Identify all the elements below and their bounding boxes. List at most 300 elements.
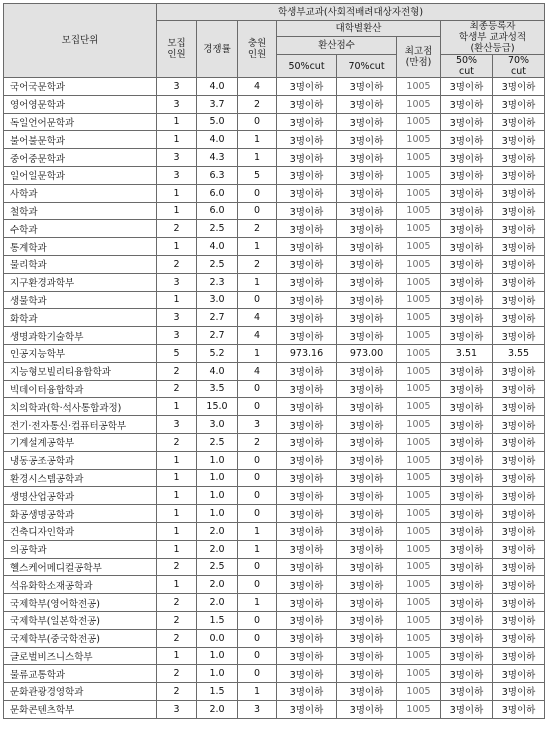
final-cut70-cell: 3명이하 [493, 273, 545, 291]
table-row [4, 576, 545, 594]
quota-cell: 2 [157, 362, 197, 380]
cut70-cell: 3명이하 [337, 647, 397, 665]
cut70-cell: 3명이하 [337, 291, 397, 309]
ratio-cell: 2.7 [197, 309, 238, 327]
table-row [4, 469, 545, 487]
unit-name-cell: 글로벌비즈니스학부 [4, 647, 157, 665]
final-cut50-cell: 3명이하 [441, 398, 493, 416]
quota-cell: 2 [157, 433, 197, 451]
cut70-cell: 3명이하 [337, 78, 397, 96]
final-cut70-cell: 3명이하 [493, 611, 545, 629]
max-score-cell: 1005 [397, 380, 441, 398]
quota-cell: 5 [157, 344, 197, 362]
cut70-cell: 3명이하 [337, 362, 397, 380]
quota-cell: 3 [157, 700, 197, 718]
cut50-cell: 3명이하 [277, 131, 337, 149]
added-cell: 0 [238, 576, 277, 594]
cut50-cell: 3명이하 [277, 184, 337, 202]
unit-name-cell: 지능형모빌리티융합학과 [4, 362, 157, 380]
cut70-cell: 3명이하 [337, 416, 397, 434]
quota-cell: 3 [157, 166, 197, 184]
final-cut70-cell: 3명이하 [493, 362, 545, 380]
table-row [4, 255, 545, 273]
added-cell: 1 [238, 344, 277, 362]
ratio-cell: 1.0 [197, 665, 238, 683]
admission-type-header: 학생부교과(사회적배려대상자전형) [157, 4, 545, 21]
ratio-cell: 2.0 [197, 576, 238, 594]
cut70-cell: 3명이하 [337, 131, 397, 149]
cut50-cell: 3명이하 [277, 149, 337, 167]
ratio-cell: 1.0 [197, 505, 238, 523]
added-cell: 0 [238, 647, 277, 665]
cut70-cell: 3명이하 [337, 594, 397, 612]
unit-name-cell: 물리학과 [4, 255, 157, 273]
added-cell: 2 [238, 433, 277, 451]
quota-cell: 1 [157, 238, 197, 256]
added-cell: 4 [238, 78, 277, 96]
quota-cell: 3 [157, 416, 197, 434]
cut50-cell: 3명이하 [277, 665, 337, 683]
final-cut70-cell: 3명이하 [493, 131, 545, 149]
final-cut50-label: 50% cut [455, 55, 478, 77]
table-row [4, 611, 545, 629]
table-row [4, 273, 545, 291]
final-cut70-cell: 3명이하 [493, 700, 545, 718]
added-cell: 3 [238, 700, 277, 718]
cut70-cell: 3명이하 [337, 433, 397, 451]
cut50-cell: 3명이하 [277, 522, 337, 540]
added-cell: 1 [238, 131, 277, 149]
ratio-cell: 1.0 [197, 647, 238, 665]
cut70-header: 70%cut [337, 55, 397, 78]
max-score-cell: 1005 [397, 611, 441, 629]
unit-name-cell: 독일언어문학과 [4, 113, 157, 131]
cut50-cell: 3명이하 [277, 398, 337, 416]
max-score-cell: 1005 [397, 629, 441, 647]
max-score-cell: 1005 [397, 113, 441, 131]
max-score-cell: 1005 [397, 255, 441, 273]
final-cut70-cell: 3명이하 [493, 522, 545, 540]
unit-name-cell: 중어중문학과 [4, 149, 157, 167]
cut50-cell: 3명이하 [277, 576, 337, 594]
max-score-cell: 1005 [397, 362, 441, 380]
unit-name-cell: 물류교통학과 [4, 665, 157, 683]
cut50-cell: 3명이하 [277, 220, 337, 238]
added-cell: 4 [238, 309, 277, 327]
unit-name-cell: 지구환경과학부 [4, 273, 157, 291]
ratio-cell: 3.0 [197, 291, 238, 309]
unit-name-cell: 통계학과 [4, 238, 157, 256]
final-cut50-cell: 3명이하 [441, 78, 493, 96]
ratio-cell: 2.3 [197, 273, 238, 291]
added-cell: 2 [238, 220, 277, 238]
cut70-cell: 3명이하 [337, 95, 397, 113]
cut70-cell: 3명이하 [337, 469, 397, 487]
table-row [4, 131, 545, 149]
quota-cell: 2 [157, 629, 197, 647]
cut50-cell: 3명이하 [277, 362, 337, 380]
unit-name-cell: 영어영문학과 [4, 95, 157, 113]
table-row [4, 202, 545, 220]
max-score-cell: 1005 [397, 647, 441, 665]
cut70-cell: 3명이하 [337, 505, 397, 523]
cut50-cell: 3명이하 [277, 113, 337, 131]
final-cut50-cell: 3명이하 [441, 416, 493, 434]
final-cut70-cell: 3명이하 [493, 95, 545, 113]
added-cell: 1 [238, 522, 277, 540]
final-cut50-cell: 3명이하 [441, 469, 493, 487]
final-cut70-cell: 3명이하 [493, 380, 545, 398]
max-score-label: 최고점 (만점) [404, 46, 433, 68]
added-cell: 0 [238, 629, 277, 647]
max-score-cell: 1005 [397, 505, 441, 523]
cut70-cell: 3명이하 [337, 451, 397, 469]
table-row [4, 398, 545, 416]
quota-cell: 1 [157, 451, 197, 469]
table-row [4, 238, 545, 256]
cut70-cell: 3명이하 [337, 398, 397, 416]
converted-score-header: 환산점수 [277, 37, 397, 55]
cut50-cell: 3명이하 [277, 202, 337, 220]
final-cut50-cell: 3명이하 [441, 558, 493, 576]
cut70-cell: 3명이하 [337, 327, 397, 345]
max-score-cell: 1005 [397, 166, 441, 184]
quota-cell: 3 [157, 309, 197, 327]
max-score-cell: 1005 [397, 594, 441, 612]
cut70-cell: 3명이하 [337, 220, 397, 238]
table-row [4, 184, 545, 202]
unit-name-cell: 불어불문학과 [4, 131, 157, 149]
final-cut50-cell: 3명이하 [441, 380, 493, 398]
max-score-cell: 1005 [397, 540, 441, 558]
cut50-cell: 3명이하 [277, 327, 337, 345]
final-cut50-cell: 3명이하 [441, 576, 493, 594]
max-score-cell: 1005 [397, 576, 441, 594]
table-row [4, 629, 545, 647]
table-row [4, 433, 545, 451]
unit-name-cell: 생물학과 [4, 291, 157, 309]
unit-name-cell: 사학과 [4, 184, 157, 202]
cut50-cell: 3명이하 [277, 95, 337, 113]
max-score-cell: 1005 [397, 149, 441, 167]
quota-cell: 1 [157, 487, 197, 505]
cut70-cell: 3명이하 [337, 113, 397, 131]
final-cut50-cell: 3명이하 [441, 309, 493, 327]
cut70-cell: 3명이하 [337, 629, 397, 647]
added-cell: 0 [238, 398, 277, 416]
table-row [4, 522, 545, 540]
final-cut50-cell: 3명이하 [441, 291, 493, 309]
ratio-cell: 4.0 [197, 362, 238, 380]
final-cut70-cell: 3명이하 [493, 291, 545, 309]
table-row [4, 505, 545, 523]
ratio-cell: 4.0 [197, 238, 238, 256]
added-cell: 4 [238, 327, 277, 345]
added-cell: 1 [238, 683, 277, 701]
final-registrant-header [441, 21, 545, 55]
final-cut50-cell: 3명이하 [441, 113, 493, 131]
ratio-cell: 4.0 [197, 131, 238, 149]
added-cell: 1 [238, 540, 277, 558]
added-cell: 2 [238, 255, 277, 273]
table-row [4, 149, 545, 167]
unit-name-cell: 국어국문학과 [4, 78, 157, 96]
quota-cell: 2 [157, 380, 197, 398]
quota-cell: 1 [157, 647, 197, 665]
cut70-cell: 973.00 [337, 344, 397, 362]
ratio-cell: 2.7 [197, 327, 238, 345]
added-cell: 0 [238, 380, 277, 398]
added-cell: 0 [238, 202, 277, 220]
final-cut50-cell: 3명이하 [441, 149, 493, 167]
final-cut50-cell: 3명이하 [441, 647, 493, 665]
final-cut50-cell: 3명이하 [441, 433, 493, 451]
unit-name-cell: 국제학부(영어학전공) [4, 594, 157, 612]
final-cut50-cell: 3명이하 [441, 451, 493, 469]
added-header-label: 충원 인원 [247, 38, 267, 60]
cut70-cell: 3명이하 [337, 611, 397, 629]
added-cell: 0 [238, 611, 277, 629]
max-score-cell: 1005 [397, 95, 441, 113]
unit-name-cell: 인공지능학부 [4, 344, 157, 362]
added-cell: 1 [238, 273, 277, 291]
table-row [4, 594, 545, 612]
final-cut50-cell: 3명이하 [441, 362, 493, 380]
added-cell: 2 [238, 95, 277, 113]
unit-name-cell: 문화콘텐츠학부 [4, 700, 157, 718]
max-score-cell: 1005 [397, 309, 441, 327]
ratio-cell: 1.0 [197, 469, 238, 487]
table-row [4, 166, 545, 184]
final-cut50-cell: 3명이하 [441, 540, 493, 558]
max-score-cell: 1005 [397, 522, 441, 540]
cut50-cell: 3명이하 [277, 238, 337, 256]
cut50-cell: 3명이하 [277, 558, 337, 576]
added-cell: 0 [238, 184, 277, 202]
final-cut50-cell: 3명이하 [441, 683, 493, 701]
table-row [4, 362, 545, 380]
unit-name-cell: 헬스케어메디컬공학부 [4, 558, 157, 576]
max-score-cell: 1005 [397, 202, 441, 220]
table-row [4, 540, 545, 558]
quota-cell: 2 [157, 594, 197, 612]
table-row [4, 78, 545, 96]
table-row [4, 309, 545, 327]
final-cut70-cell: 3명이하 [493, 433, 545, 451]
max-score-cell: 1005 [397, 327, 441, 345]
cut50-cell: 3명이하 [277, 505, 337, 523]
univ-conversion-header: 대학별환산 [277, 21, 441, 37]
added-cell: 0 [238, 469, 277, 487]
cut70-cell: 3명이하 [337, 238, 397, 256]
quota-header-label: 모집 인원 [167, 38, 186, 60]
unit-name-cell: 의공학과 [4, 540, 157, 558]
quota-cell: 2 [157, 255, 197, 273]
ratio-cell: 0.0 [197, 629, 238, 647]
max-score-cell: 1005 [397, 344, 441, 362]
added-cell: 3 [238, 416, 277, 434]
final-cut70-cell: 3명이하 [493, 184, 545, 202]
cut70-cell: 3명이하 [337, 522, 397, 540]
final-cut50-cell: 3명이하 [441, 95, 493, 113]
ratio-cell: 2.0 [197, 540, 238, 558]
final-cut70-cell: 3명이하 [493, 540, 545, 558]
quota-cell: 1 [157, 202, 197, 220]
final-cut50-cell: 3명이하 [441, 522, 493, 540]
unit-name-cell: 환경시스템공학과 [4, 469, 157, 487]
table-row [4, 416, 545, 434]
max-score-cell: 1005 [397, 398, 441, 416]
table-row [4, 113, 545, 131]
unit-name-cell: 치의학과(학·석사통합과정) [4, 398, 157, 416]
cut50-cell: 3명이하 [277, 683, 337, 701]
final-cut50-cell: 3명이하 [441, 327, 493, 345]
final-cut70-cell: 3명이하 [493, 309, 545, 327]
max-score-cell: 1005 [397, 665, 441, 683]
added-header [238, 21, 277, 78]
final-cut50-cell: 3명이하 [441, 238, 493, 256]
final-cut50-cell: 3명이하 [441, 611, 493, 629]
ratio-cell: 2.5 [197, 433, 238, 451]
cut70-cell: 3명이하 [337, 576, 397, 594]
max-score-cell: 1005 [397, 558, 441, 576]
ratio-cell: 3.0 [197, 416, 238, 434]
max-score-cell: 1005 [397, 487, 441, 505]
final-cut70-cell: 3명이하 [493, 149, 545, 167]
final-cut50-cell: 3명이하 [441, 220, 493, 238]
ratio-cell: 1.5 [197, 611, 238, 629]
final-cut70-cell: 3명이하 [493, 398, 545, 416]
quota-cell: 3 [157, 327, 197, 345]
table-row [4, 683, 545, 701]
max-score-cell: 1005 [397, 78, 441, 96]
final-cut70-header [493, 55, 545, 78]
quota-cell: 2 [157, 220, 197, 238]
table-row [4, 451, 545, 469]
final-cut70-cell: 3명이하 [493, 113, 545, 131]
table-row [4, 558, 545, 576]
quota-cell: 2 [157, 558, 197, 576]
table-row [4, 95, 545, 113]
ratio-cell: 4.3 [197, 149, 238, 167]
table-body [4, 78, 545, 719]
final-cut70-cell: 3명이하 [493, 451, 545, 469]
final-cut70-cell: 3명이하 [493, 487, 545, 505]
quota-cell: 1 [157, 291, 197, 309]
quota-cell: 2 [157, 611, 197, 629]
unit-name-cell: 수학과 [4, 220, 157, 238]
unit-name-cell: 국제학부(중국학전공) [4, 629, 157, 647]
ratio-cell: 3.5 [197, 380, 238, 398]
cut50-cell: 3명이하 [277, 469, 337, 487]
cut50-cell: 3명이하 [277, 629, 337, 647]
quota-cell: 3 [157, 273, 197, 291]
unit-name-cell: 전기·전자통신·컴퓨터공학부 [4, 416, 157, 434]
ratio-cell: 2.0 [197, 700, 238, 718]
max-score-cell: 1005 [397, 683, 441, 701]
table-row [4, 344, 545, 362]
ratio-cell: 2.5 [197, 255, 238, 273]
admission-results-table [3, 3, 545, 719]
ratio-header: 경쟁률 [197, 21, 238, 78]
added-cell: 0 [238, 113, 277, 131]
cut50-cell: 3명이하 [277, 700, 337, 718]
final-cut50-cell: 3명이하 [441, 202, 493, 220]
unit-name-cell: 일어일문학과 [4, 166, 157, 184]
ratio-cell: 6.3 [197, 166, 238, 184]
added-cell: 0 [238, 505, 277, 523]
added-cell: 0 [238, 558, 277, 576]
cut50-cell: 3명이하 [277, 451, 337, 469]
final-cut50-cell: 3명이하 [441, 700, 493, 718]
added-cell: 1 [238, 149, 277, 167]
ratio-cell: 2.0 [197, 522, 238, 540]
added-cell: 0 [238, 451, 277, 469]
final-cut50-cell: 3명이하 [441, 255, 493, 273]
added-cell: 4 [238, 362, 277, 380]
max-score-cell: 1005 [397, 451, 441, 469]
quota-cell: 2 [157, 665, 197, 683]
final-cut50-header [441, 55, 493, 78]
cut70-cell: 3명이하 [337, 166, 397, 184]
unit-name-cell: 석유화학소재공학과 [4, 576, 157, 594]
final-cut70-cell: 3명이하 [493, 594, 545, 612]
max-score-cell: 1005 [397, 291, 441, 309]
unit-name-cell: 문화관광경영학과 [4, 683, 157, 701]
quota-cell: 1 [157, 522, 197, 540]
max-score-cell: 1005 [397, 700, 441, 718]
final-cut50-cell: 3명이하 [441, 166, 493, 184]
quota-cell: 1 [157, 505, 197, 523]
cut50-cell: 3명이하 [277, 78, 337, 96]
quota-cell: 1 [157, 576, 197, 594]
table-row [4, 291, 545, 309]
final-cut50-cell: 3명이하 [441, 594, 493, 612]
unit-name-cell: 화학과 [4, 309, 157, 327]
cut70-cell: 3명이하 [337, 380, 397, 398]
ratio-cell: 5.2 [197, 344, 238, 362]
ratio-cell: 15.0 [197, 398, 238, 416]
cut70-cell: 3명이하 [337, 540, 397, 558]
quota-cell: 1 [157, 131, 197, 149]
cut50-cell: 3명이하 [277, 380, 337, 398]
max-score-cell: 1005 [397, 238, 441, 256]
cut50-header: 50%cut [277, 55, 337, 78]
cut50-cell: 3명이하 [277, 540, 337, 558]
cut70-cell: 3명이하 [337, 255, 397, 273]
table-row [4, 220, 545, 238]
quota-cell: 1 [157, 540, 197, 558]
ratio-cell: 4.0 [197, 78, 238, 96]
quota-cell: 1 [157, 398, 197, 416]
unit-name-cell: 건축디자인학과 [4, 522, 157, 540]
final-cut70-cell: 3명이하 [493, 576, 545, 594]
final-cut70-cell: 3명이하 [493, 166, 545, 184]
table-row [4, 665, 545, 683]
unit-name-cell: 생명과학기술학부 [4, 327, 157, 345]
unit-header: 모집단위 [4, 4, 157, 78]
unit-name-cell: 국제학부(일본학전공) [4, 611, 157, 629]
cut50-cell: 3명이하 [277, 433, 337, 451]
final-cut70-cell: 3명이하 [493, 327, 545, 345]
final-cut50-cell: 3명이하 [441, 273, 493, 291]
table-row [4, 700, 545, 718]
ratio-cell: 5.0 [197, 113, 238, 131]
final-cut50-cell: 3명이하 [441, 629, 493, 647]
ratio-cell: 3.7 [197, 95, 238, 113]
unit-name-cell: 철학과 [4, 202, 157, 220]
ratio-cell: 6.0 [197, 184, 238, 202]
